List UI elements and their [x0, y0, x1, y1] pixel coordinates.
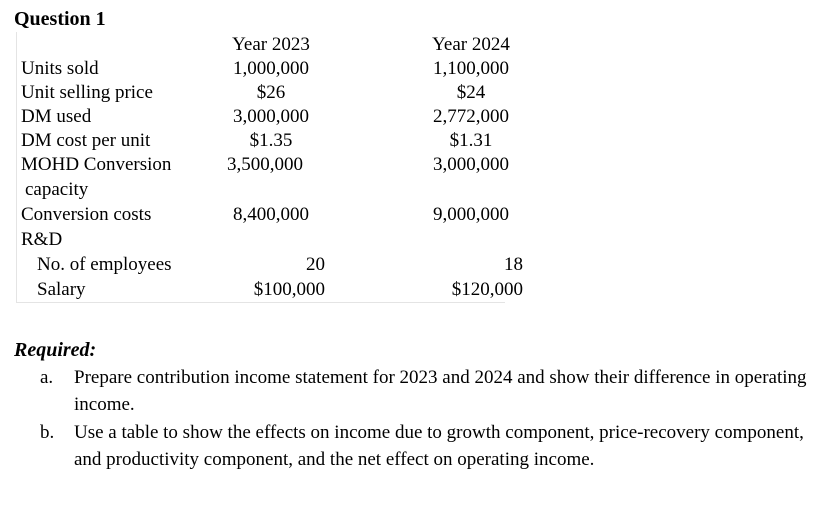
table-row	[17, 80, 505, 105]
value-2023: 3,000,000	[233, 106, 309, 127]
required-heading: Required:	[14, 339, 97, 361]
table-row	[17, 277, 523, 302]
value-2023: $100,000	[253, 279, 325, 300]
row-label: Unit selling price	[21, 82, 153, 103]
row-label: R&D	[21, 229, 63, 250]
table-header-row	[17, 32, 510, 57]
table-row	[17, 56, 509, 81]
requirement-text: Use a table to show the effects on income due to growth component, price-recovery component, and productivity component, and the net effect on operating income.	[74, 422, 804, 470]
requirement-marker: b.	[40, 422, 55, 443]
header-year-2024: Year 2024	[432, 34, 510, 55]
row-label: DM used	[21, 106, 92, 127]
table-row	[17, 252, 523, 277]
table-row	[17, 227, 505, 252]
value-2024: $24	[456, 82, 486, 103]
table-row	[17, 177, 505, 202]
value-2024: 3,000,000	[433, 154, 509, 175]
row-label: DM cost per unit	[21, 130, 151, 151]
header-year-2023: Year 2023	[232, 34, 310, 55]
table-row	[17, 128, 505, 153]
row-label: capacity	[25, 179, 89, 200]
value-2023: 20	[306, 254, 325, 275]
value-2024: $120,000	[451, 279, 523, 300]
value-2024: 1,100,000	[433, 58, 509, 79]
value-2024: 18	[504, 254, 523, 275]
table-row	[17, 202, 509, 227]
value-2023: 3,500,000	[227, 154, 303, 175]
data-table	[16, 32, 523, 303]
table-row	[17, 152, 509, 177]
row-label: Conversion costs	[21, 204, 152, 225]
row-label: Salary	[37, 279, 86, 300]
value-2024: 9,000,000	[433, 204, 509, 225]
value-2023: 8,400,000	[233, 204, 309, 225]
table-row	[17, 104, 509, 129]
value-2024: $1.31	[449, 130, 493, 151]
question-title: Question 1	[14, 8, 106, 30]
row-label: No. of employees	[37, 254, 172, 275]
value-2024: 2,772,000	[433, 106, 509, 127]
requirement-item	[40, 364, 810, 418]
row-label: MOHD Conversion	[21, 154, 172, 175]
row-label: Units sold	[21, 58, 99, 79]
value-2023: $26	[256, 82, 286, 103]
requirement-marker: a.	[40, 367, 54, 388]
value-2023: 1,000,000	[233, 58, 309, 79]
value-2023: $1.35	[249, 130, 293, 151]
requirement-text: Prepare contribution income statement for 2023 and 2024 and show their difference in operating income.	[74, 367, 807, 415]
requirement-item	[40, 419, 810, 473]
